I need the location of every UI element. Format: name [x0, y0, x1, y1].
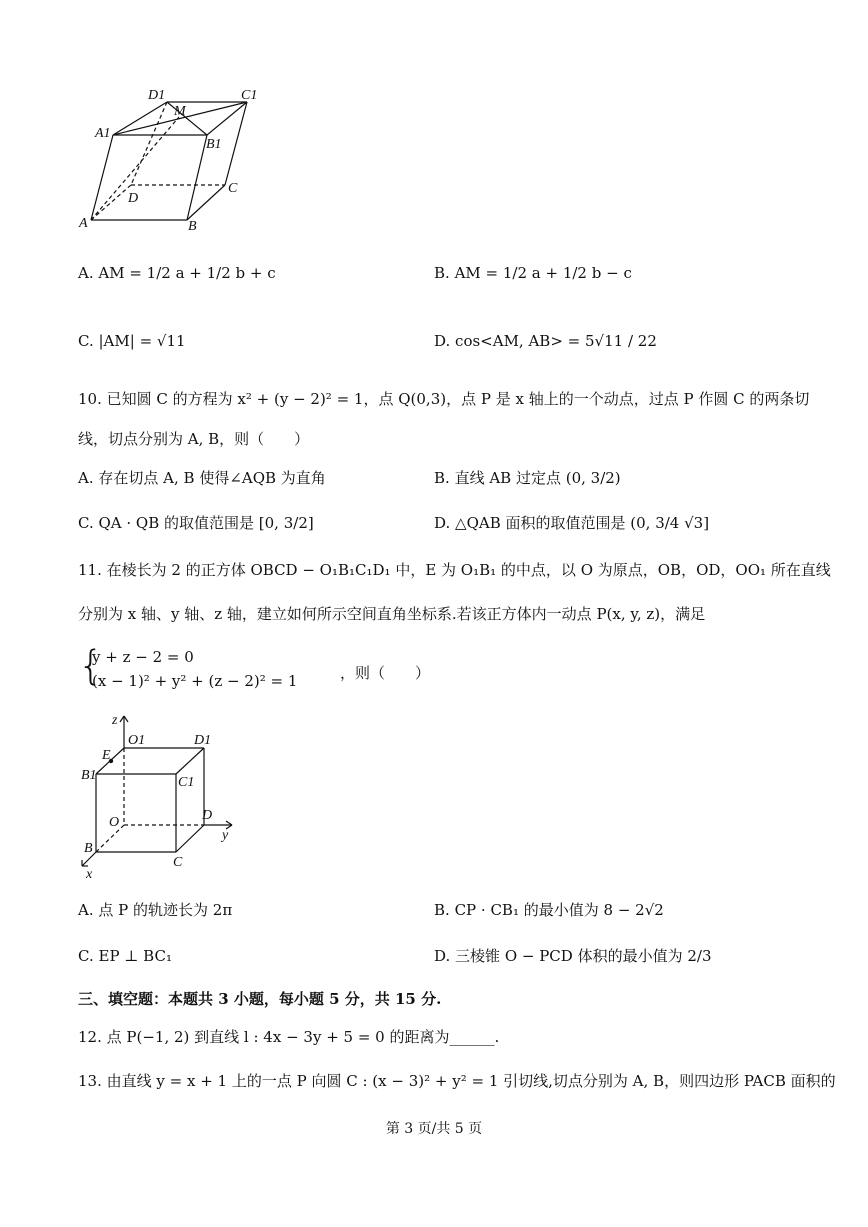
label-M: M — [174, 104, 186, 119]
q9-option-a[interactable]: A. AM = 1/2 a + 1/2 b + c — [78, 264, 276, 282]
q13-stem: 13. 由直线 y = x + 1 上的一点 P 向圆 C : (x − 3)² + y² = 1 引切线,切点分别为 A, B，则四边形 PACB 面积的 — [78, 1072, 836, 1090]
label-O1: O1 — [128, 733, 146, 748]
label-A1: A1 — [95, 126, 111, 141]
label-B1: B1 — [81, 768, 97, 783]
label-A: A — [79, 216, 88, 231]
q11-stem-line2: 分别为 x 轴、y 轴、z 轴，建立如何所示空间直角坐标系.若该正方体内一动点 P(x, y, z)，满足 — [78, 605, 706, 623]
q11-stem-line1: 11. 在棱长为 2 的正方体 OBCD − O₁B₁C₁D₁ 中，E 为 O₁B₁ 的中点，以 O 为原点，OB，OD，OO₁ 所在直线 — [78, 561, 831, 579]
label-z: z — [112, 713, 118, 728]
system-eq2: (x − 1)² + y² + (z − 2)² = 1 — [92, 672, 298, 690]
q10-option-c[interactable]: C. QA · QB 的取值范围是 [0, 3/2] — [78, 514, 314, 532]
q10-stem-line2: 线，切点分别为 A, B，则（ ） — [78, 430, 310, 448]
system-eq1: y + z − 2 = 0 — [92, 648, 194, 666]
parallelepiped-figure — [75, 85, 275, 235]
label-D: D — [202, 808, 213, 823]
label-D1: D1 — [148, 88, 166, 103]
q10-option-b[interactable]: B. 直线 AB 过定点 (0, 3/2) — [434, 469, 621, 487]
label-C1: C1 — [241, 88, 258, 103]
label-B: B — [188, 219, 197, 234]
label-C: C — [228, 181, 238, 196]
q11-option-b[interactable]: B. CP · CB₁ 的最小值为 8 − 2√2 — [434, 901, 664, 919]
label-x: x — [86, 867, 93, 880]
label-C1: C1 — [178, 775, 195, 790]
cube-coordinate-figure — [72, 708, 242, 880]
system-tail: ，则（ ） — [340, 664, 431, 682]
q9-option-d[interactable]: D. cos<AM, AB> = 5√11 / 22 — [434, 332, 657, 350]
label-D1: D1 — [194, 733, 212, 748]
q12-stem: 12. 点 P(−1, 2) 到直线 l : 4x − 3y + 5 = 0 的距离为______. — [78, 1028, 500, 1046]
page-footer: 第 3 页/共 5 页 — [385, 1121, 483, 1137]
label-B1: B1 — [206, 137, 222, 152]
q11-equation-system — [78, 643, 478, 694]
label-O: O — [109, 815, 120, 830]
label-y: y — [222, 828, 229, 843]
q11-option-d[interactable]: D. 三棱锥 O − PCD 体积的最小值为 2/3 — [434, 947, 712, 965]
label-D: D — [128, 191, 139, 206]
left-brace: { — [78, 643, 104, 689]
q11-option-c[interactable]: C. EP ⊥ BC₁ — [78, 947, 172, 965]
q10-stem-line1: 10. 已知圆 C 的方程为 x² + (y − 2)² = 1，点 Q(0,3)，点 P 是 x 轴上的一个动点，过点 P 作圆 C 的两条切 — [78, 390, 810, 408]
section-heading: 三、填空题：本题共 3 小题，每小题 5 分，共 15 分. — [78, 990, 442, 1008]
q9-option-c[interactable]: C. |AM| = √11 — [78, 332, 186, 350]
q11-option-a[interactable]: A. 点 P 的轨迹长为 2π — [78, 901, 233, 919]
q9-option-b[interactable]: B. AM = 1/2 a + 1/2 b − c — [434, 264, 632, 282]
label-B: B — [84, 841, 93, 856]
q10-option-a[interactable]: A. 存在切点 A, B 使得∠AQB 为直角 — [78, 469, 326, 487]
q10-option-d[interactable]: D. △QAB 面积的取值范围是 (0, 3/4 √3] — [434, 514, 710, 532]
label-E: E — [102, 748, 111, 763]
label-C: C — [173, 855, 183, 870]
